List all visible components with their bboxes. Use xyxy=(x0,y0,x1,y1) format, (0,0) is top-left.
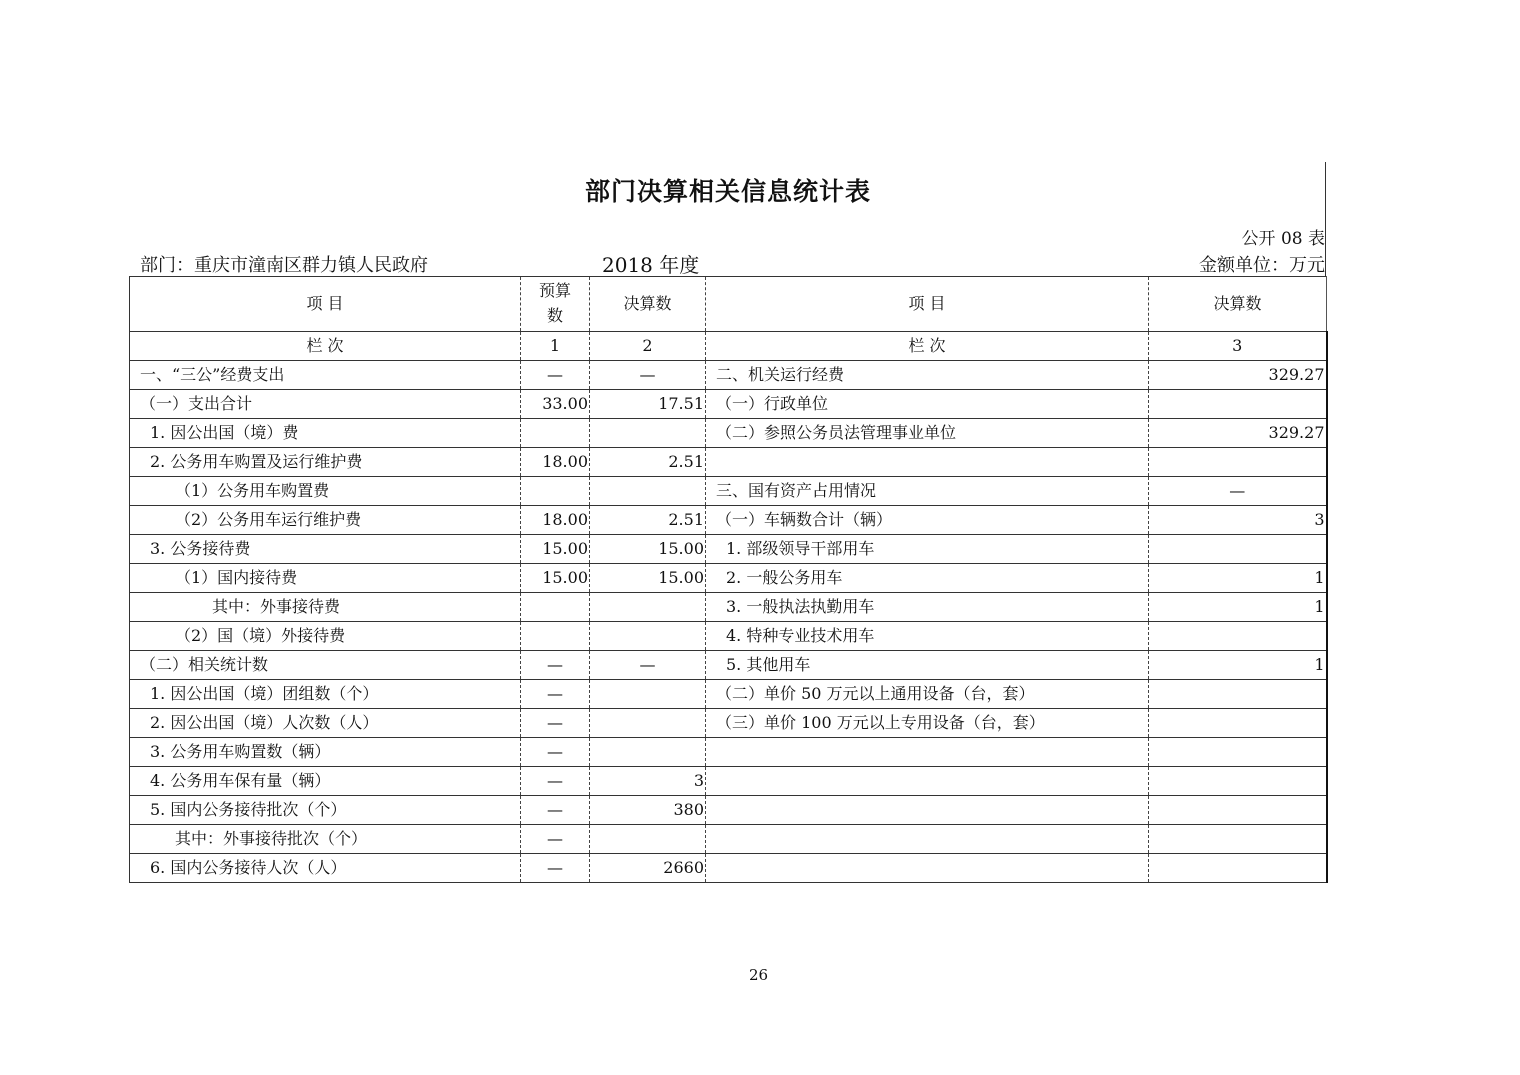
header-budget xyxy=(521,277,590,332)
page-number: 26 xyxy=(749,966,769,984)
row-right-value xyxy=(1149,448,1327,477)
table-row xyxy=(130,709,1327,738)
row-item-right: 三、国有资产占用情况 xyxy=(706,477,1149,506)
row-item-left: 1. 因公出国（境）团组数（个） xyxy=(130,680,521,709)
row-right-value xyxy=(1149,709,1327,738)
row-final-value: 380 xyxy=(590,796,706,825)
header-final-right: 决算数 xyxy=(1149,277,1327,332)
row-final-value xyxy=(590,419,706,448)
table-row xyxy=(130,477,1327,506)
row-item-left: （1）公务用车购置费 xyxy=(130,477,521,506)
column-index-3: 3 xyxy=(1149,332,1327,361)
row-right-value xyxy=(1149,854,1327,883)
row-final-value: 2.51 xyxy=(590,448,706,477)
row-final-value: — xyxy=(590,361,706,390)
amount-unit: 金额单位：万元 xyxy=(1199,255,1325,276)
row-item-left: 2. 因公出国（境）人次数（人） xyxy=(130,709,521,738)
row-final-value: 2.51 xyxy=(590,506,706,535)
row-final-value xyxy=(590,622,706,651)
header-budget-label: 预算 数 xyxy=(538,281,571,325)
header-final-left: 决算数 xyxy=(590,277,706,332)
table-row xyxy=(130,448,1327,477)
department-label: 部门：重庆市潼南区群力镇人民政府 xyxy=(140,255,428,276)
row-item-right xyxy=(706,854,1149,883)
header-item-left: 项 目 xyxy=(130,277,521,332)
table-row xyxy=(130,680,1327,709)
row-item-right xyxy=(706,767,1149,796)
row-item-right: （二）参照公务员法管理事业单位 xyxy=(706,419,1149,448)
row-right-value xyxy=(1149,535,1327,564)
row-budget-value: 15.00 xyxy=(521,564,590,593)
table-row xyxy=(130,564,1327,593)
row-budget-value: — xyxy=(521,680,590,709)
table-row xyxy=(130,419,1327,448)
row-item-left: （2）国（境）外接待费 xyxy=(130,622,521,651)
row-item-left: 2. 公务用车购置及运行维护费 xyxy=(130,448,521,477)
row-item-left: （二）相关统计数 xyxy=(130,651,521,680)
table-row xyxy=(130,535,1327,564)
row-budget-value: — xyxy=(521,767,590,796)
form-code: 公开 08 表 xyxy=(1241,229,1325,249)
row-right-value: 3 xyxy=(1149,506,1327,535)
row-final-value: 3 xyxy=(590,767,706,796)
column-index-2: 2 xyxy=(590,332,706,361)
row-item-right: （二）单价 50 万元以上通用设备（台，套） xyxy=(706,680,1149,709)
row-right-value: 1 xyxy=(1149,593,1327,622)
table-row xyxy=(130,622,1327,651)
row-budget-value: — xyxy=(521,738,590,767)
row-final-value xyxy=(590,738,706,767)
row-final-value xyxy=(590,825,706,854)
row-budget-value xyxy=(521,622,590,651)
row-item-left: （一）支出合计 xyxy=(130,390,521,419)
page-edge-line xyxy=(1325,162,1326,276)
row-budget-value: — xyxy=(521,361,590,390)
row-item-left: （2）公务用车运行维护费 xyxy=(130,506,521,535)
row-item-left: 4. 公务用车保有量（辆） xyxy=(130,767,521,796)
row-item-left: （1）国内接待费 xyxy=(130,564,521,593)
row-final-value: 15.00 xyxy=(590,564,706,593)
row-item-left: 3. 公务接待费 xyxy=(130,535,521,564)
row-budget-value xyxy=(521,419,590,448)
row-item-right: 2. 一般公务用车 xyxy=(706,564,1149,593)
row-item-right xyxy=(706,825,1149,854)
row-budget-value: 18.00 xyxy=(521,506,590,535)
header-item-right: 项 目 xyxy=(706,277,1149,332)
row-final-value xyxy=(590,593,706,622)
column-index-row xyxy=(130,332,1327,361)
table-row xyxy=(130,506,1327,535)
row-item-left: 5. 国内公务接待批次（个） xyxy=(130,796,521,825)
row-final-value xyxy=(590,709,706,738)
row-item-right xyxy=(706,738,1149,767)
row-item-left: 6. 国内公务接待人次（人） xyxy=(130,854,521,883)
fiscal-year: 2018 年度 xyxy=(602,253,700,277)
row-budget-value: — xyxy=(521,709,590,738)
row-right-value xyxy=(1149,622,1327,651)
table-row xyxy=(130,651,1327,680)
table-row xyxy=(130,796,1327,825)
row-right-value xyxy=(1149,825,1327,854)
row-right-value: 1 xyxy=(1149,564,1327,593)
row-item-right xyxy=(706,796,1149,825)
row-budget-value xyxy=(521,593,590,622)
row-final-value: — xyxy=(590,651,706,680)
row-right-value: — xyxy=(1149,477,1327,506)
row-item-right: 4. 特种专业技术用车 xyxy=(706,622,1149,651)
row-budget-value: 15.00 xyxy=(521,535,590,564)
column-index-1: 1 xyxy=(521,332,590,361)
table-row xyxy=(130,825,1327,854)
row-item-right: （一）车辆数合计（辆） xyxy=(706,506,1149,535)
row-item-right xyxy=(706,448,1149,477)
row-budget-value: 33.00 xyxy=(521,390,590,419)
row-budget-value xyxy=(521,477,590,506)
table-row xyxy=(130,593,1327,622)
statistics-table xyxy=(129,276,1328,883)
row-item-left: 其中：外事接待费 xyxy=(130,593,521,622)
row-budget-value: 18.00 xyxy=(521,448,590,477)
row-final-value: 17.51 xyxy=(590,390,706,419)
row-item-right: 5. 其他用车 xyxy=(706,651,1149,680)
row-final-value xyxy=(590,680,706,709)
row-right-value xyxy=(1149,390,1327,419)
table-row xyxy=(130,767,1327,796)
row-right-value: 329.27 xyxy=(1149,361,1327,390)
row-item-left: 一、“三公”经费支出 xyxy=(130,361,521,390)
row-item-right: （一）行政单位 xyxy=(706,390,1149,419)
row-final-value: 2660 xyxy=(590,854,706,883)
row-item-left: 3. 公务用车购置数（辆） xyxy=(130,738,521,767)
row-item-left: 1. 因公出国（境）费 xyxy=(130,419,521,448)
table-header-row xyxy=(130,277,1327,332)
row-item-left: 其中：外事接待批次（个） xyxy=(130,825,521,854)
row-final-value xyxy=(590,477,706,506)
row-right-value xyxy=(1149,680,1327,709)
row-right-value xyxy=(1149,767,1327,796)
row-right-value: 1 xyxy=(1149,651,1327,680)
row-item-right: 二、机关运行经费 xyxy=(706,361,1149,390)
row-right-value: 329.27 xyxy=(1149,419,1327,448)
row-budget-value: — xyxy=(521,651,590,680)
row-item-right: 1. 部级领导干部用车 xyxy=(706,535,1149,564)
table-row xyxy=(130,361,1327,390)
table-row xyxy=(130,738,1327,767)
column-index-label-right: 栏 次 xyxy=(706,332,1149,361)
row-right-value xyxy=(1149,796,1327,825)
row-budget-value: — xyxy=(521,796,590,825)
table-row xyxy=(130,854,1327,883)
table-row xyxy=(130,390,1327,419)
row-right-value xyxy=(1149,738,1327,767)
row-item-right: （三）单价 100 万元以上专用设备（台，套） xyxy=(706,709,1149,738)
row-budget-value: — xyxy=(521,854,590,883)
page-title: 部门决算相关信息统计表 xyxy=(584,177,871,206)
row-final-value: 15.00 xyxy=(590,535,706,564)
row-item-right: 3. 一般执法执勤用车 xyxy=(706,593,1149,622)
row-budget-value: — xyxy=(521,825,590,854)
column-index-label-left: 栏 次 xyxy=(130,332,521,361)
